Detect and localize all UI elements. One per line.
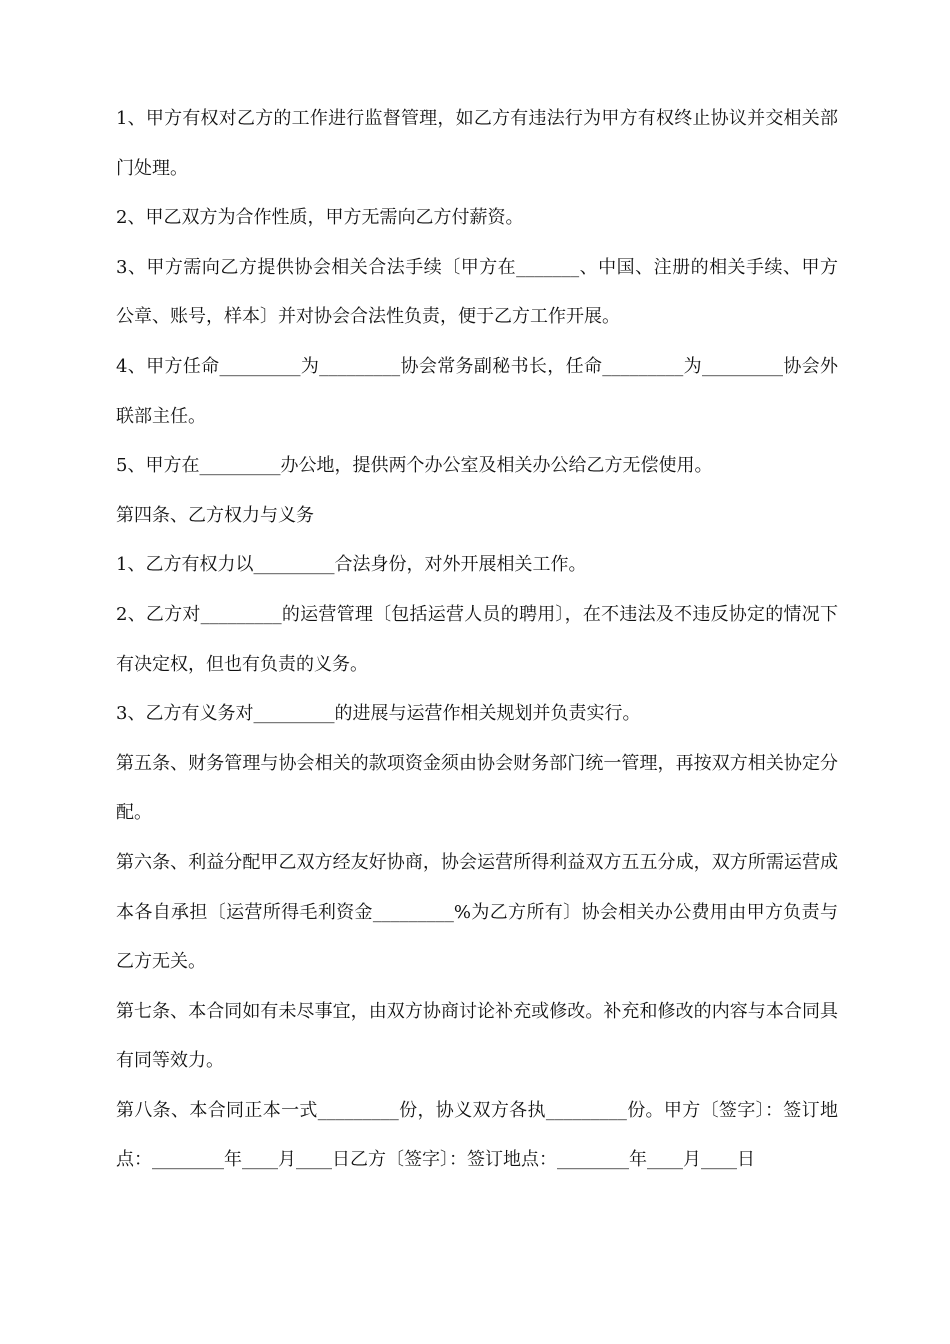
article-4-heading: 第四条、乙方权力与义务 [116,504,314,526]
clause-party-a-supervision: 1、甲方有权对乙方的工作进行监督管理，如乙方有违法行为甲方有权终止协议并交相关部门处理。 [116,108,838,179]
clause-party-b-planning: 3、乙方有义务对_________的进展与运营作相关规划并负责实行。 [116,703,641,725]
clause-office-space: 5、甲方在_________办公地，提供两个办公室及相关办公给乙方无偿使用。 [116,455,713,477]
contract-body [116,94,838,1185]
clause-legal-procedures: 3、甲方需向乙方提供协会相关合法手续〔甲方在_______、中国、注册的相关手续、甲方公章、账号，样本〕并对协会合法性负责，便于乙方工作开展。 [116,256,838,328]
clause-appointments: 4、甲方任命_________为_________协会常务副秘书长，任命_________为_________协会外联部主任。 [116,355,838,427]
clause-party-b-management: 2、乙方对_________的运营管理〔包括运营人员的聘用〕，在不违法及不违反协定的情况下有决定权，但也有负责的义务。 [116,603,838,675]
article-8-signatures: 第八条、本合同正本一式_________份，协义双方各执_________份。甲方〔签字〕：签订地点：________年____月____日乙方〔签字〕：签订地点：________年____月____日 [116,1099,838,1171]
article-7-amendments: 第七条、本合同如有未尽事宜，由双方协商讨论补充或修改。补充和修改的内容与本合同具有同等效力。 [116,1000,838,1072]
article-6-profit: 第六条、利益分配甲乙双方经友好协商，协会运营所得利益双方五五分成，双方所需运营成本各自承担〔运营所得毛利资金_________%为乙方所有〕协会相关办公费用由甲方负责与乙方无关。 [116,851,838,973]
clause-cooperation-nature: 2、甲乙双方为合作性质，甲方无需向乙方付薪资。 [116,207,524,229]
article-5-finance: 第五条、财务管理与协会相关的款项资金须由协会财务部门统一管理，再按双方相关协定分配。 [116,752,838,824]
clause-party-b-identity: 1、乙方有权力以_________合法身份，对外开展相关工作。 [116,554,587,576]
